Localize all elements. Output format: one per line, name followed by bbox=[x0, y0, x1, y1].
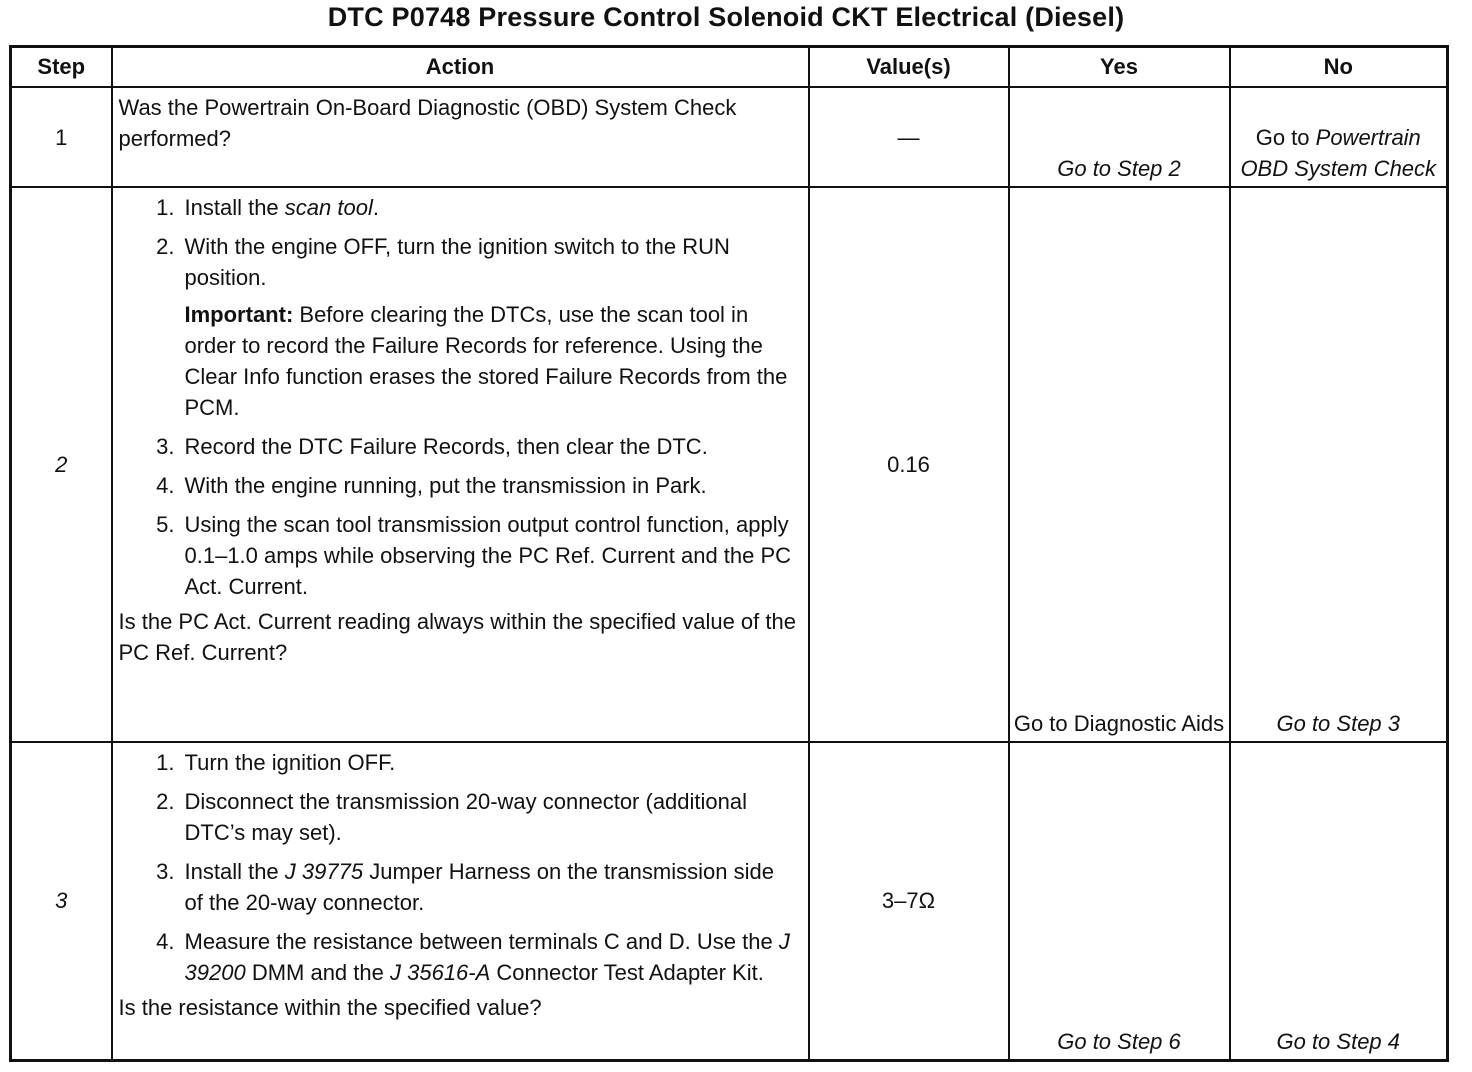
list-item bbox=[119, 431, 802, 462]
no-link[interactable]: Go to Step 3 bbox=[1230, 187, 1448, 742]
header-action: Action bbox=[112, 47, 809, 88]
yes-link[interactable]: Go to Diagnostic Aids bbox=[1009, 187, 1230, 742]
table-row bbox=[11, 742, 1448, 1060]
item-text-post: . bbox=[372, 195, 379, 220]
table-row bbox=[11, 187, 1448, 742]
list-item bbox=[119, 231, 802, 293]
action-cell bbox=[112, 187, 809, 742]
yes-link[interactable]: Go to Step 6 bbox=[1009, 742, 1230, 1060]
action-cell bbox=[112, 87, 809, 187]
item-text-pre: Measure the resistance between terminals C and D. Use the bbox=[184, 929, 773, 954]
item-text-post: Connector Test Adapter Kit. bbox=[496, 960, 764, 985]
header-step: Step bbox=[11, 47, 112, 88]
no-cell bbox=[1230, 87, 1448, 187]
tool-j39775-link[interactable]: J 39775 bbox=[284, 859, 364, 884]
item-text: Disconnect the transmission 20-way connector (additional DTC’s may set). bbox=[184, 789, 748, 845]
item-text-mid: DMM and the bbox=[251, 960, 384, 985]
list-item bbox=[119, 509, 802, 602]
item-text bbox=[185, 856, 802, 918]
step-number: 1 bbox=[11, 87, 112, 187]
item-number: 4. bbox=[156, 929, 175, 954]
no-prefix: Go to bbox=[1255, 125, 1310, 150]
item-number: 1. bbox=[156, 750, 175, 775]
item-number: 3. bbox=[156, 859, 175, 884]
action-cell bbox=[112, 742, 809, 1060]
item-number: 5. bbox=[156, 512, 175, 537]
tool-j35616a-link[interactable]: J 35616-A bbox=[390, 960, 491, 985]
header-row bbox=[11, 47, 1448, 88]
step-question: Was the Powertrain On-Board Diagnostic (OBD) System Check performed? bbox=[118, 95, 737, 151]
action-list bbox=[119, 747, 802, 988]
list-item bbox=[119, 786, 802, 848]
no-link[interactable]: Powertrain OBD System Check bbox=[1240, 125, 1437, 181]
value-cell: — bbox=[809, 87, 1009, 187]
header-no: No bbox=[1230, 47, 1448, 88]
step-question: Is the resistance within the specified value? bbox=[118, 995, 542, 1020]
item-text-pre: Install the bbox=[184, 195, 279, 220]
yes-link[interactable]: Go to Step 2 bbox=[1009, 87, 1230, 187]
item-text-pre: Install the bbox=[184, 859, 279, 884]
page-title: DTC P0748 Pressure Control Solenoid CKT Electrical (Diesel) bbox=[327, 2, 1125, 32]
header-values: Value(s) bbox=[809, 47, 1009, 88]
item-text: With the engine running, put the transmission in Park. bbox=[184, 473, 707, 498]
scan-tool-link[interactable]: scan tool bbox=[284, 195, 373, 220]
item-text bbox=[185, 926, 802, 988]
list-item bbox=[119, 470, 802, 501]
step-number: 3 bbox=[11, 742, 112, 1060]
item-text: With the engine OFF, turn the ignition switch to the RUN position. bbox=[184, 234, 730, 290]
item-number: 2. bbox=[156, 789, 175, 814]
item-number: 1. bbox=[156, 195, 175, 220]
tool-j39200-link[interactable]: J 39200 bbox=[184, 929, 790, 985]
important-note bbox=[185, 299, 802, 423]
list-item bbox=[119, 926, 802, 988]
list-item bbox=[119, 856, 802, 918]
important-text: Before clearing the DTCs, use the scan tool in order to record the Failure Records for reference. Using the Clear Info function erases the stored Failure Records from the PCM. bbox=[184, 302, 788, 420]
action-list bbox=[119, 431, 802, 602]
important-label: Important: bbox=[184, 302, 294, 327]
list-item bbox=[119, 192, 802, 223]
item-text-post: Jumper Harness on the transmission side of the 20-way connector. bbox=[184, 859, 774, 915]
item-text: Using the scan tool transmission output control function, apply 0.1–1.0 amps while observing the PC Ref. Current and the PC Act. Current. bbox=[184, 512, 792, 599]
value-cell: 3–7Ω bbox=[809, 742, 1009, 1060]
item-text: Record the DTC Failure Records, then clear the DTC. bbox=[184, 434, 708, 459]
table-row bbox=[11, 87, 1448, 187]
item-number: 3. bbox=[156, 434, 175, 459]
item-text: Turn the ignition OFF. bbox=[184, 750, 396, 775]
no-link[interactable]: Go to Step 4 bbox=[1230, 742, 1448, 1060]
step-number: 2 bbox=[11, 187, 112, 742]
value-cell: 0.16 bbox=[809, 187, 1009, 742]
list-item bbox=[119, 747, 802, 778]
step-question: Is the PC Act. Current reading always within the specified value of the PC Ref. Current? bbox=[118, 609, 796, 665]
diagnostic-table bbox=[9, 45, 1449, 1062]
header-yes: Yes bbox=[1009, 47, 1230, 88]
item-number: 2. bbox=[156, 234, 175, 259]
item-number: 4. bbox=[156, 473, 175, 498]
action-list bbox=[119, 192, 802, 293]
item-text bbox=[185, 192, 802, 223]
